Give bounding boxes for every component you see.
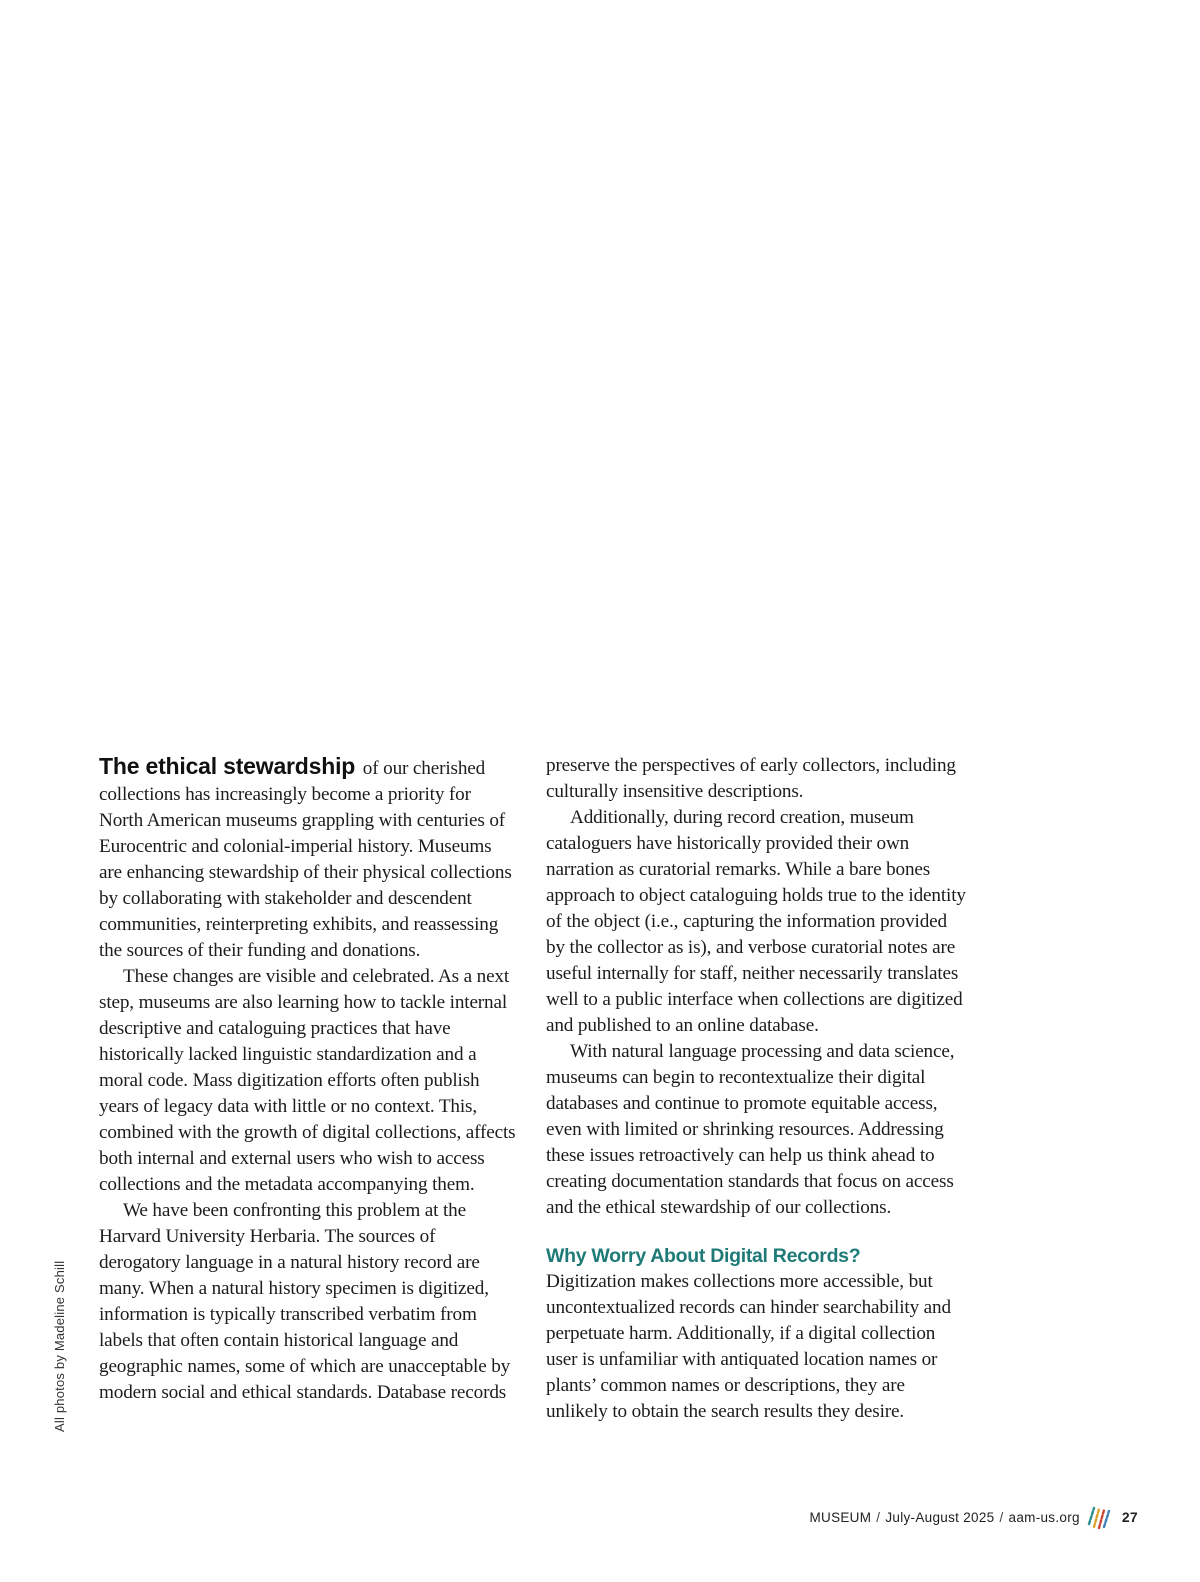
paragraph: These changes are visible and celebrated. As a next step, museums are also learning how to tackle internal descriptive and cataloguing practices that have historically lacked linguistic standardization and a moral code. Mass digitization efforts often publish years of legacy data with little or no context. This, combined with the growth of digital collections, affects both internal and external users who wish to access collections and the metadata accompanying them. bbox=[99, 966, 516, 1195]
section-heading: Why Worry About Digital Records? bbox=[546, 1245, 861, 1267]
aam-stripes-logo-icon bbox=[1086, 1502, 1112, 1532]
article-column-left bbox=[99, 753, 519, 1406]
paragraph: With natural language processing and data science, museums can begin to recontextualize their digital databases and continue to promote equitable access, even with limited or shrinking resources. Addressing these issues retroactively can help us think ahead to creating documentation standards that focus on access and the ethical stewardship of our collections. bbox=[546, 1041, 955, 1218]
article-column-right bbox=[546, 753, 968, 1425]
page-number: 27 bbox=[1121, 1509, 1138, 1525]
page-footer bbox=[809, 1500, 1138, 1534]
separator: / bbox=[876, 1509, 881, 1525]
paragraph bbox=[99, 753, 519, 964]
paragraph: Digitization makes collections more accessible, but uncontextualized records can hinder searchability and perpetuate harm. Additionally, if a digital collection user is unfamiliar with antiquated location names or plants’ common names or descriptions, they are unlikely to obtain the search results they desire. bbox=[546, 1271, 951, 1422]
photo-area bbox=[0, 0, 1200, 730]
magazine-name: MUSEUM bbox=[809, 1509, 872, 1525]
issue-date: July-August 2025 bbox=[885, 1509, 995, 1525]
site-url: aam-us.org bbox=[1008, 1509, 1080, 1525]
paragraph-text: of our cherished collections has increasingly become a priority for North American museums grappling with centuries of Eurocentric and colonial-imperial history. Museums are enhancing stewardship of their physical collections by collaborating with stakeholder and descendent communities, reinterpreting exhibits, and reassessing the sources of their funding and donations. bbox=[99, 758, 512, 961]
paragraph: Additionally, during record creation, museum cataloguers have historically provided their own narration as curatorial remarks. While a bare bones approach to object cataloguing holds true to the identity of the object (i.e., capturing the information provided by the collector as is), and verbose curatorial notes are useful internally for staff, neither necessarily translates well to a public interface when collections are digitized and published to an online database. bbox=[546, 807, 966, 1036]
photo-credit: All photos by Madeline Schill bbox=[52, 1260, 67, 1432]
lead-in: The ethical stewardship bbox=[99, 753, 356, 779]
paragraph: preserve the perspectives of early collectors, including culturally insensitive descriptions. bbox=[546, 755, 956, 802]
separator: / bbox=[999, 1509, 1004, 1525]
paragraph: We have been confronting this problem at the Harvard University Herbaria. The sources of derogatory language in a natural history record are many. When a natural history specimen is digitized, information is typically transcribed verbatim from labels that often contain historical language and geographic names, some of which are unacceptable by modern social and ethical standards. Database records bbox=[99, 1200, 511, 1403]
